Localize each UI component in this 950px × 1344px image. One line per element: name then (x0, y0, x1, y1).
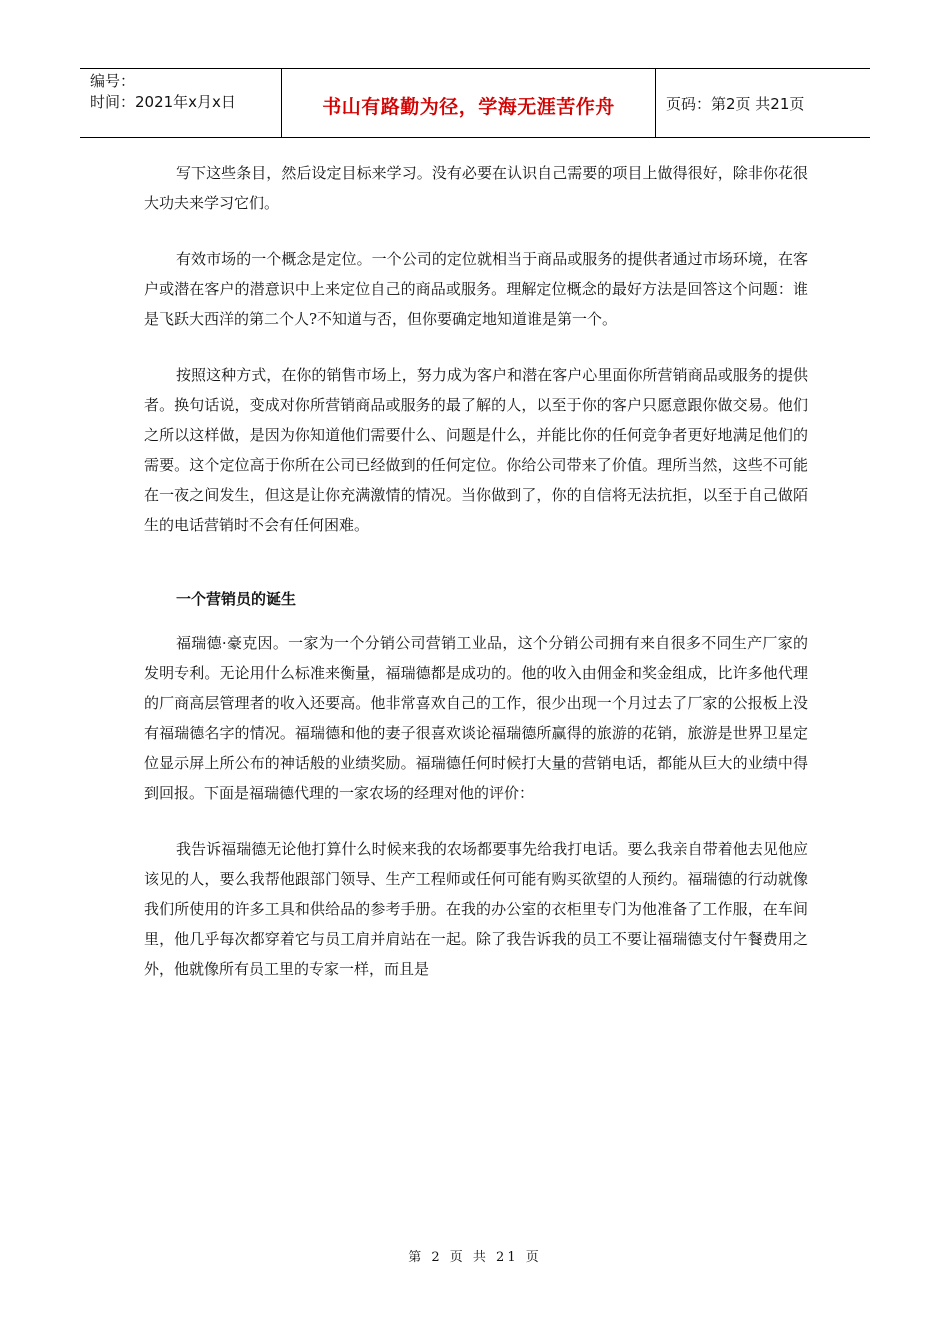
paragraph: 福瑞德·豪克因。一家为一个分销公司营销工业品，这个分销公司拥有来自很多不同生产厂家的发明专利。无论用什么标准来衡量，福瑞德都是成功的。他的收入由佣金和奖金组成，比许多他代理的厂商高层管理者的收入还要高。他非常喜欢自己的工作，很少出现一个月过去了厂家的公报板上没有福瑞德名字的情况。福瑞德和他的妻子很喜欢谈论福瑞德所赢得的旅游的花销，旅游是世界卫星定位显示屏上所公布的神话般的业绩奖励。福瑞德任何时候打大量的营销电话，都能从巨大的业绩中得到回报。下面是福瑞德代理的一家农场的经理对他的评价： (144, 634, 808, 802)
header-motto-cell (282, 69, 656, 137)
motto-text: 书山有路勤为径，学海无涯苦作舟 (322, 95, 615, 118)
paragraph: 有效市场的一个概念是定位。一个公司的定位就相当于商品或服务的提供者通过市场环境，在客户或潜在客户的潜意识中上来定位自己的商品或服务。理解定位概念的最好方法是回答这个问题：谁是飞跃大西洋的第二个人?不知道与否，但你要确定地知道谁是第一个。 (144, 250, 808, 328)
number-label: 编号： (90, 72, 136, 90)
paragraph: 我告诉福瑞德无论他打算什么时候来我的农场都要事先给我打电话。要么我亲自带着他去见他应该见的人，要么我帮他跟部门领导、生产工程师或任何可能有购买欲望的人预约。福瑞德的行动就像我们所使用的许多工具和供给品的参考手册。在我的办公室的衣柜里专门为他准备了工作服，在车间里，他几乎每次都穿着它与员工肩并肩站在一起。除了我告诉我的员工不要让福瑞德支付午餐费用之外，他就像所有员工里的专家一样，而且是 (144, 840, 808, 978)
page-info: 页码：第2页 共21页 (666, 94, 805, 113)
header-page-cell (656, 69, 870, 137)
document-header (80, 68, 870, 138)
header-meta-cell (80, 69, 282, 137)
time-label: 时间：2021年x月x日 (90, 93, 236, 111)
page-footer: 第 2 页 共 21 页 (408, 1250, 542, 1265)
document-body (144, 158, 808, 1010)
paragraph: 写下这些条目，然后设定目标来学习。没有必要在认识自己需要的项目上做得很好，除非你花很大功夫来学习它们。 (144, 164, 808, 212)
paragraph: 按照这种方式，在你的销售市场上，努力成为客户和潜在客户心里面你所营销商品或服务的提供者。换句话说，变成对你所营销商品或服务的最了解的人，以至于你的客户只愿意跟你做交易。他们之所以这样做，是因为你知道他们需要什么、问题是什么，并能比你的任何竞争者更好地满足他们的需要。这个定位高于你所在公司已经做到的任何定位。你给公司带来了价值。理所当然，这些不可能在一夜之间发生，但这是让你充满激情的情况。当你做到了，你的自信将无法抗拒，以至于自己做陌生的电话营销时不会有任何困难。 (144, 366, 808, 534)
section-heading: 一个营销员的诞生 (176, 590, 297, 608)
